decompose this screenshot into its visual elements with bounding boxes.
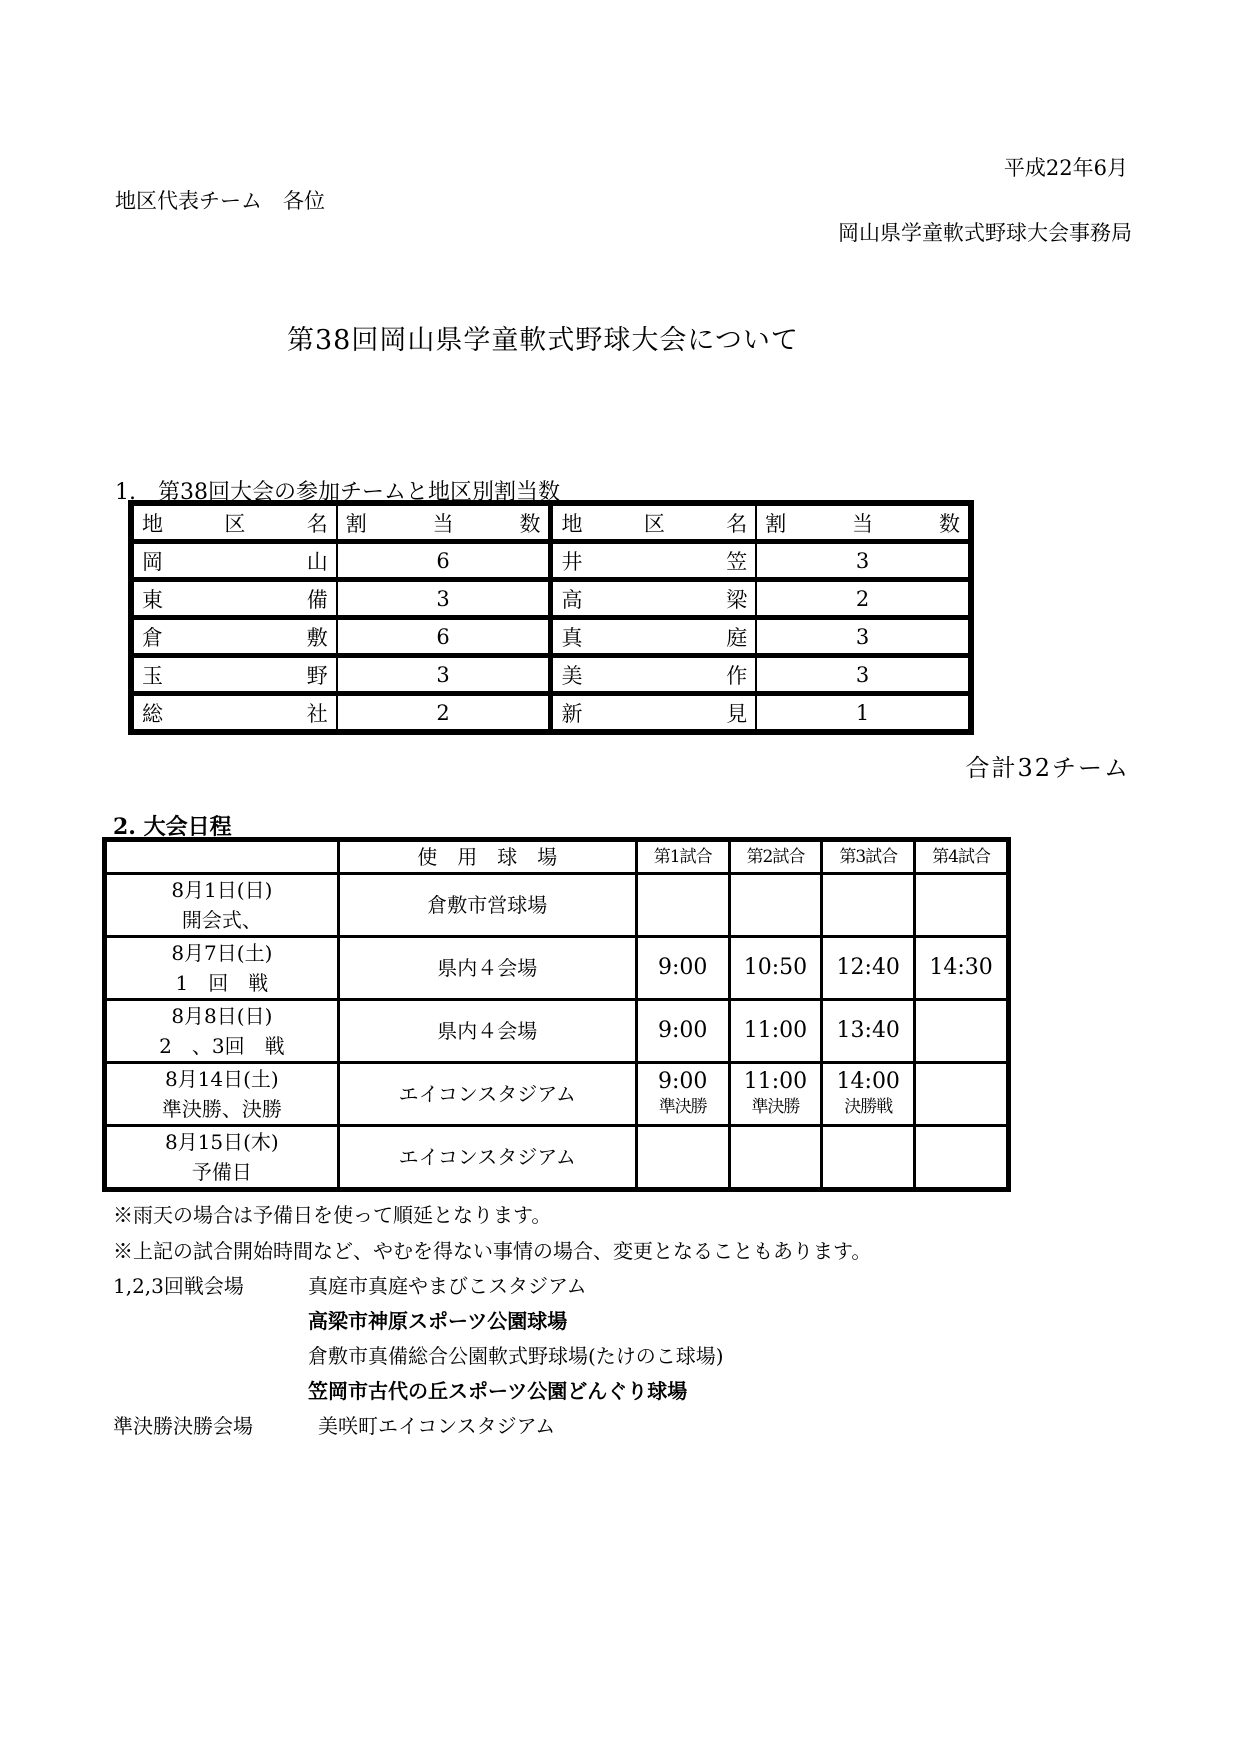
district-name	[131, 694, 337, 733]
document-date: 平成22年6月	[1003, 156, 1128, 180]
schedule-event: 2 、3回 戦	[159, 1034, 285, 1058]
game-time-cell	[729, 937, 822, 1000]
district-char: 新	[561, 701, 583, 726]
schedule-venue: 倉敷市営球場	[338, 874, 636, 937]
game-time-cell	[729, 1063, 822, 1126]
game3-header: 第3試合	[822, 840, 915, 874]
venue-row	[113, 1375, 724, 1410]
game-time-cell	[822, 937, 915, 1000]
schedule-date-cell	[105, 937, 339, 1000]
district-count: 2	[756, 580, 971, 618]
district-char: 玉	[142, 663, 163, 688]
district-char: 社	[306, 701, 328, 726]
venue-name: 美咲町エイコンスタジアム	[318, 1414, 556, 1438]
district-name	[551, 580, 756, 618]
venue-list	[113, 1270, 724, 1445]
district-char: 総	[142, 701, 163, 726]
venue-label-spacer	[113, 1305, 308, 1340]
district-count: 1	[756, 694, 971, 733]
district-char: 高	[561, 587, 583, 612]
game-time: 14:30	[929, 955, 993, 980]
game-time-cell	[729, 1126, 822, 1190]
finals-venue-label: 準決勝決勝会場	[113, 1414, 253, 1438]
header-char: 地	[561, 511, 583, 536]
district-char: 美	[561, 663, 583, 688]
header-char: 名	[726, 511, 748, 536]
header-char: 地	[142, 511, 163, 536]
venue-name: 倉敷市真備総合公園軟式野球場(たけのこ球場)	[308, 1344, 724, 1368]
game-time: 9:00	[657, 955, 708, 980]
schedule-date: 8月15日(木)	[164, 1130, 279, 1154]
schedule-date-cell	[105, 1000, 339, 1063]
header-char: 区	[643, 511, 665, 536]
district-name	[131, 542, 337, 580]
schedule-date-cell	[105, 1126, 339, 1190]
schedule-table	[102, 837, 1011, 1192]
district-count: 3	[756, 656, 971, 694]
venue-label-spacer	[113, 1340, 308, 1375]
game-label: 準決勝	[751, 1097, 800, 1117]
schedule-date: 8月7日(土)	[171, 941, 273, 965]
district-char: 野	[306, 663, 328, 688]
addressee: 地区代表チーム 各位	[115, 189, 325, 213]
schedule-venue: 県内４会場	[338, 937, 636, 1000]
game-time: 11:00	[743, 1069, 808, 1094]
game-time: 12:40	[836, 955, 900, 980]
district-name	[551, 694, 756, 733]
district-header	[131, 503, 337, 542]
game-time-cell	[915, 1000, 1009, 1063]
rounds-venue-label: 1,2,3回戦会場	[113, 1274, 244, 1298]
district-char: 東	[142, 587, 163, 612]
venue-name: 真庭市真庭やまびこスタジアム	[308, 1274, 587, 1298]
district-count: 3	[337, 580, 551, 618]
game-time: 14:00	[836, 1069, 900, 1094]
game-time-cell	[822, 874, 915, 937]
game-time-cell	[822, 1000, 915, 1063]
game-time-cell	[729, 874, 822, 937]
venue-label-spacer	[113, 1375, 308, 1410]
venue-row	[113, 1340, 724, 1375]
game-time: 9:00	[657, 1069, 708, 1094]
allocation-row	[131, 694, 971, 733]
schedule-row	[105, 1126, 1009, 1190]
district-count: 3	[756, 618, 971, 656]
district-char: 山	[306, 549, 328, 574]
district-char: 倉	[142, 625, 163, 650]
district-count: 3	[756, 542, 971, 580]
district-char: 備	[306, 587, 328, 612]
schedule-venue: エイコンスタジアム	[338, 1126, 636, 1190]
district-count: 2	[337, 694, 551, 733]
note: ※上記の試合開始時間など、やむを得ない事情の場合、変更となることもあります。	[113, 1239, 872, 1263]
venue-header: 使 用 球 場	[338, 840, 636, 874]
district-char: 梁	[726, 587, 748, 612]
schedule-venue: エイコンスタジアム	[338, 1063, 636, 1126]
district-char: 岡	[142, 549, 163, 574]
venue-name: 高梁市神原スポーツ公園球場	[308, 1309, 568, 1333]
venue-row	[113, 1410, 724, 1445]
schedule-header-row	[105, 840, 1009, 874]
schedule-event: 準決勝、決勝	[161, 1097, 282, 1121]
district-name	[551, 542, 756, 580]
header-char: 当	[852, 511, 874, 536]
game-label: 準決勝	[658, 1097, 707, 1117]
game-time-cell	[822, 1063, 915, 1126]
date-header	[105, 840, 339, 874]
game2-header: 第2試合	[729, 840, 822, 874]
schedule-date-cell	[105, 874, 339, 937]
header-char: 区	[224, 511, 246, 536]
notes	[113, 1197, 871, 1269]
header-char: 名	[306, 511, 328, 536]
district-name	[551, 656, 756, 694]
schedule-venue: 県内４会場	[338, 1000, 636, 1063]
district-name	[131, 656, 337, 694]
note: ※雨天の場合は予備日を使って順延となります。	[113, 1203, 552, 1227]
schedule-date: 8月14日(土)	[164, 1067, 279, 1091]
district-char: 井	[561, 549, 583, 574]
allocation-row	[131, 580, 971, 618]
game-time-cell	[915, 1126, 1009, 1190]
district-name	[131, 618, 337, 656]
schedule-row	[105, 1063, 1009, 1126]
schedule-row	[105, 937, 1009, 1000]
allocation-row	[131, 542, 971, 580]
game-time: 11:00	[743, 1018, 808, 1043]
venue-row	[113, 1305, 724, 1340]
game-time-cell	[915, 874, 1009, 937]
district-char: 真	[561, 625, 583, 650]
venue-name: 笠岡市古代の丘スポーツ公園どんぐり球場	[308, 1379, 688, 1403]
allocation-header-row	[131, 503, 971, 542]
district-header	[551, 503, 756, 542]
game-time: 10:50	[743, 955, 808, 980]
allocation-table	[128, 500, 974, 735]
district-char: 笠	[726, 549, 748, 574]
district-char: 庭	[726, 625, 748, 650]
team-total: 合計32チーム	[965, 754, 1130, 782]
district-count: 6	[337, 618, 551, 656]
allocation-header	[337, 503, 551, 542]
game-label: 決勝戦	[844, 1097, 893, 1117]
district-name	[551, 618, 756, 656]
district-count: 3	[337, 656, 551, 694]
schedule-row	[105, 1000, 1009, 1063]
district-char: 見	[726, 701, 748, 726]
schedule-date: 8月1日(日)	[171, 878, 273, 902]
district-char: 敷	[306, 625, 328, 650]
header-char: 割	[345, 511, 367, 536]
header-char: 数	[519, 511, 541, 536]
game-time-cell	[636, 1000, 729, 1063]
header-char: 数	[938, 511, 960, 536]
game-time-cell	[915, 1063, 1009, 1126]
allocation-row	[131, 656, 971, 694]
game-time-cell	[636, 1063, 729, 1126]
game-time-cell	[915, 937, 1009, 1000]
game-time-cell	[729, 1000, 822, 1063]
schedule-event: 開会式、	[181, 908, 262, 932]
schedule-date: 8月8日(日)	[171, 1004, 273, 1028]
schedule-event: 1 回 戦	[175, 971, 269, 995]
game4-header: 第4試合	[915, 840, 1009, 874]
sender: 岡山県学童軟式野球大会事務局	[838, 221, 1132, 245]
game-time: 9:00	[657, 1018, 708, 1043]
game-time-cell	[636, 874, 729, 937]
district-char: 作	[726, 663, 748, 688]
schedule-date-cell	[105, 1063, 339, 1126]
game-time-cell	[636, 1126, 729, 1190]
schedule-event: 予備日	[191, 1160, 252, 1184]
game-time-cell	[822, 1126, 915, 1190]
schedule-row	[105, 874, 1009, 937]
allocation-header	[756, 503, 971, 542]
header-char: 割	[765, 511, 787, 536]
game1-header: 第1試合	[636, 840, 729, 874]
district-count: 6	[337, 542, 551, 580]
section2-heading: 2. 大会日程	[113, 814, 232, 840]
allocation-row	[131, 618, 971, 656]
section1-heading: 1. 第38回大会の参加チームと地区別割当数	[115, 480, 560, 505]
game-time: 13:40	[836, 1018, 900, 1043]
venue-row	[113, 1270, 724, 1305]
header-char: 当	[432, 511, 454, 536]
document-title: 第38回岡山県学童軟式野球大会について	[287, 325, 799, 356]
game-time-cell	[636, 937, 729, 1000]
district-name	[131, 580, 337, 618]
